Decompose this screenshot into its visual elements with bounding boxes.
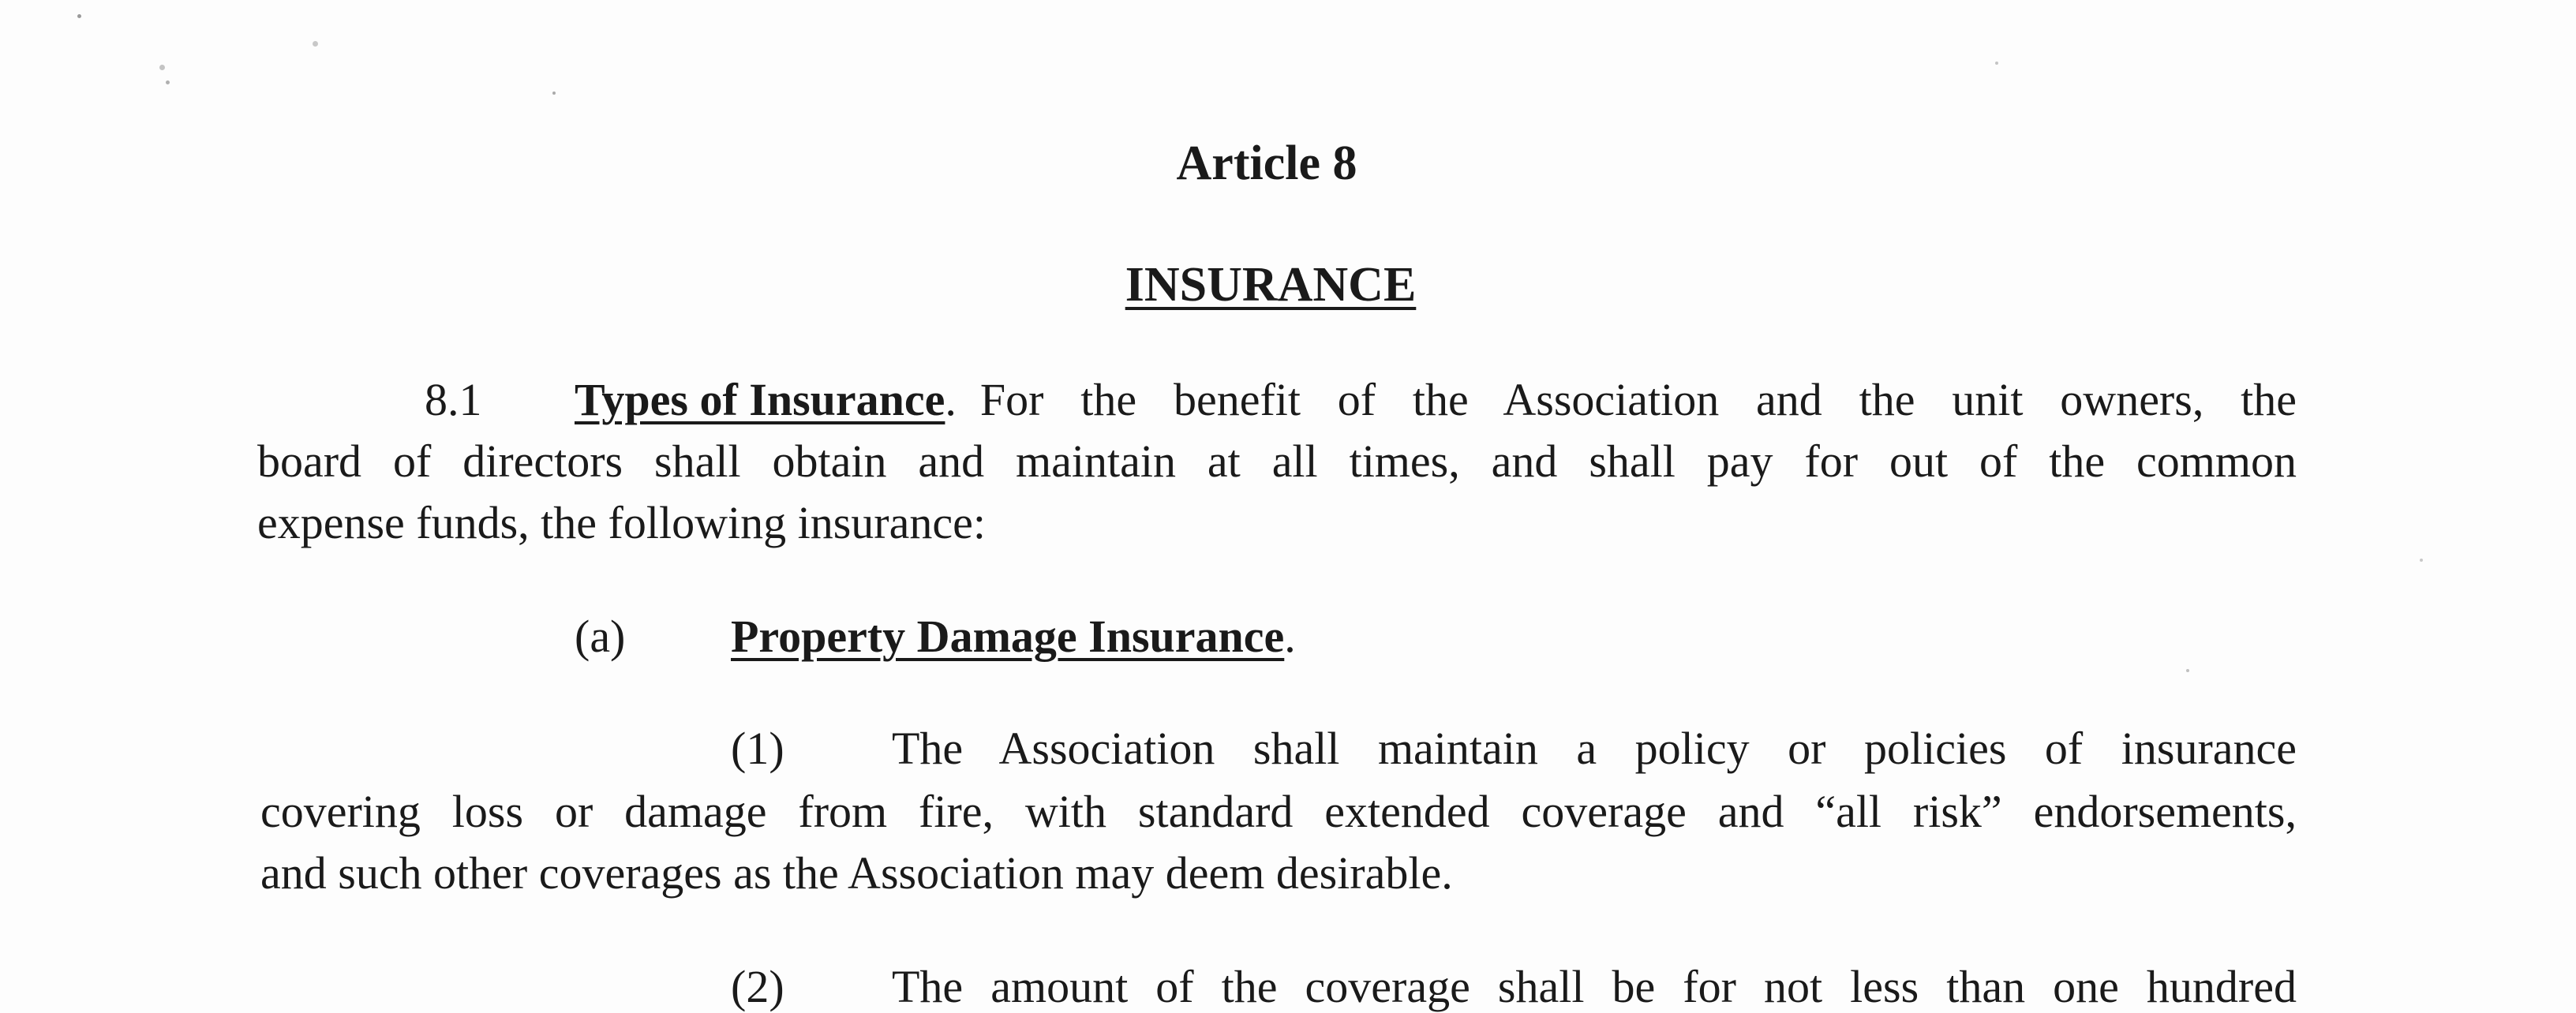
section-8-1-line-2: board of directors shall obtain and maintain at all times, and shall pay for out of the common bbox=[257, 435, 2297, 487]
subsection-a-label: (a) bbox=[575, 611, 626, 662]
property-damage-insurance-heading: Property Damage Insurance bbox=[731, 611, 1285, 662]
item-1-line-1: The Association shall maintain a policy or policies of insurance bbox=[892, 723, 2297, 774]
subsection-a-heading-line bbox=[731, 611, 1296, 662]
item-1-line-2: covering loss or damage from fire, with standard extended coverage and “all risk” endorsements, bbox=[260, 786, 2297, 837]
item-2-label: (2) bbox=[731, 961, 784, 1012]
types-of-insurance-heading: Types of Insurance bbox=[575, 374, 945, 425]
scan-speck bbox=[313, 41, 318, 47]
scan-speck bbox=[159, 65, 165, 70]
scan-speck bbox=[1995, 62, 1998, 65]
heading-period: . bbox=[1284, 611, 1296, 662]
heading-period: . bbox=[945, 374, 957, 425]
section-number: 8.1 bbox=[425, 374, 482, 425]
scan-speck bbox=[166, 80, 170, 84]
section-8-1-line-3: expense funds, the following insurance: bbox=[257, 497, 986, 548]
item-2-line-1: The amount of the coverage shall be for not less than one hundred bbox=[892, 961, 2297, 1012]
scan-speck bbox=[552, 92, 556, 95]
section-8-1-line-1-text: For the benefit of the Association and the unit owners, the bbox=[979, 374, 2297, 425]
section-heading: INSURANCE bbox=[1125, 258, 1417, 312]
scan-speck bbox=[2420, 559, 2423, 562]
section-8-1-line-1 bbox=[575, 374, 2297, 425]
item-1-line-3: and such other coverages as the Association may deem desirable. bbox=[260, 847, 1453, 899]
scan-speck bbox=[77, 14, 81, 18]
article-title: Article 8 bbox=[1176, 136, 1357, 190]
scan-speck bbox=[2186, 669, 2189, 672]
item-1-label: (1) bbox=[731, 723, 784, 774]
